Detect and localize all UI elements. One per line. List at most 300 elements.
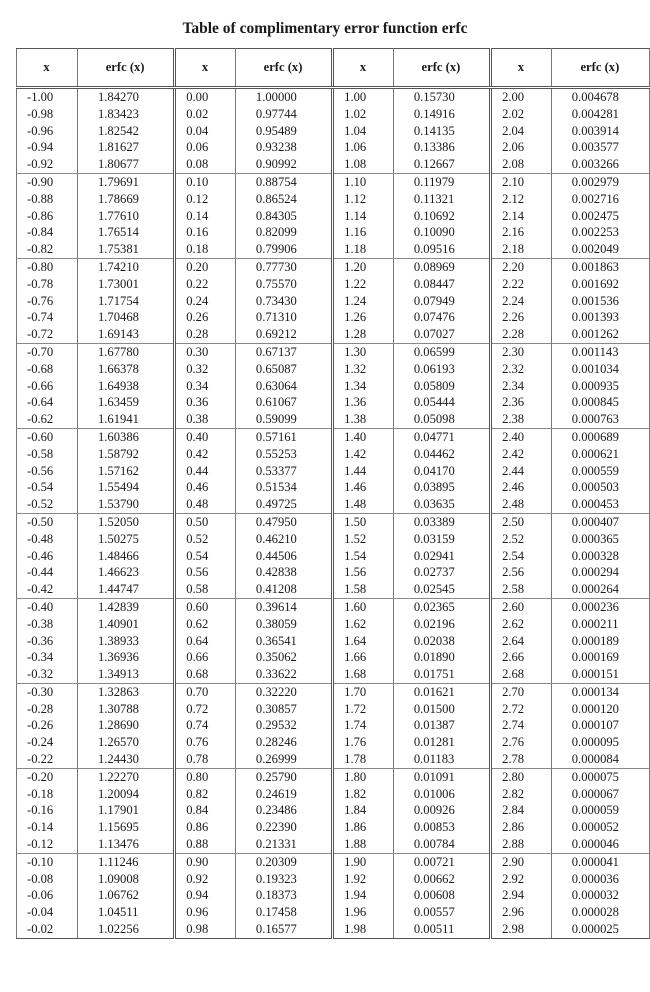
cell-erfc: 1.75381 [77, 241, 174, 258]
cell-erfc: 0.25790 [235, 768, 332, 785]
table-row [17, 717, 650, 734]
cell-erfc: 1.71754 [77, 293, 174, 310]
cell-x: -0.08 [17, 871, 78, 888]
table-row [17, 904, 650, 921]
cell-erfc: 0.07027 [393, 326, 490, 343]
cell-x: 0.24 [175, 293, 236, 310]
cell-x: -1.00 [17, 88, 78, 106]
table-row [17, 411, 650, 428]
table-row [17, 548, 650, 565]
cell-erfc: 1.30788 [77, 701, 174, 718]
table-row [17, 768, 650, 785]
cell-erfc: 0.000084 [551, 751, 649, 768]
cell-erfc: 0.36541 [235, 633, 332, 650]
cell-x: 2.00 [491, 88, 552, 106]
cell-x: 1.66 [333, 649, 394, 666]
cell-x: 0.50 [175, 513, 236, 530]
cell-erfc: 0.05809 [393, 378, 490, 395]
table-row [17, 683, 650, 700]
cell-x: 1.98 [333, 921, 394, 938]
header-erfc-1: erfc (x) [77, 49, 174, 88]
cell-erfc: 1.26570 [77, 734, 174, 751]
cell-x: -0.82 [17, 241, 78, 258]
cell-erfc: 1.28690 [77, 717, 174, 734]
cell-erfc: 1.74210 [77, 258, 174, 275]
cell-x: -0.10 [17, 853, 78, 870]
cell-erfc: 0.17458 [235, 904, 332, 921]
cell-erfc: 1.66378 [77, 361, 174, 378]
header-row [17, 49, 650, 88]
cell-x: 0.18 [175, 241, 236, 258]
cell-x: -0.16 [17, 802, 78, 819]
cell-erfc: 1.52050 [77, 513, 174, 530]
cell-erfc: 0.67137 [235, 343, 332, 360]
cell-erfc: 0.002049 [551, 241, 649, 258]
cell-erfc: 0.77730 [235, 258, 332, 275]
table-row [17, 853, 650, 870]
cell-x: -0.48 [17, 531, 78, 548]
cell-erfc: 1.60386 [77, 428, 174, 445]
cell-x: 2.94 [491, 887, 552, 904]
cell-x: 2.60 [491, 598, 552, 615]
cell-erfc: 0.15730 [393, 88, 490, 106]
table-row [17, 734, 650, 751]
cell-erfc: 0.003577 [551, 139, 649, 156]
cell-x: 1.86 [333, 819, 394, 836]
cell-x: 1.20 [333, 258, 394, 275]
cell-x: 2.56 [491, 564, 552, 581]
cell-erfc: 0.73430 [235, 293, 332, 310]
cell-erfc: 0.39614 [235, 598, 332, 615]
cell-erfc: 0.004678 [551, 88, 649, 106]
cell-x: 0.28 [175, 326, 236, 343]
cell-erfc: 0.01387 [393, 717, 490, 734]
cell-erfc: 0.002979 [551, 173, 649, 190]
cell-erfc: 0.002475 [551, 208, 649, 225]
cell-erfc: 0.30857 [235, 701, 332, 718]
cell-x: 0.36 [175, 394, 236, 411]
cell-x: 0.56 [175, 564, 236, 581]
cell-erfc: 1.04511 [77, 904, 174, 921]
cell-x: 2.76 [491, 734, 552, 751]
cell-x: 0.46 [175, 479, 236, 496]
cell-x: -0.12 [17, 836, 78, 853]
cell-x: 2.62 [491, 616, 552, 633]
cell-erfc: 0.01183 [393, 751, 490, 768]
cell-erfc: 1.55494 [77, 479, 174, 496]
table-row [17, 428, 650, 445]
table-row [17, 479, 650, 496]
cell-x: -0.38 [17, 616, 78, 633]
cell-x: 2.52 [491, 531, 552, 548]
cell-x: -0.34 [17, 649, 78, 666]
cell-x: 0.58 [175, 581, 236, 598]
cell-x: 2.02 [491, 106, 552, 123]
cell-erfc: 0.75570 [235, 276, 332, 293]
cell-erfc: 0.000503 [551, 479, 649, 496]
cell-erfc: 0.19323 [235, 871, 332, 888]
cell-x: 0.96 [175, 904, 236, 921]
table-row [17, 361, 650, 378]
cell-erfc: 0.06599 [393, 343, 490, 360]
cell-erfc: 1.81627 [77, 139, 174, 156]
table-row [17, 276, 650, 293]
cell-x: 0.54 [175, 548, 236, 565]
cell-x: 1.24 [333, 293, 394, 310]
cell-erfc: 0.97744 [235, 106, 332, 123]
cell-x: 2.30 [491, 343, 552, 360]
cell-x: 1.40 [333, 428, 394, 445]
cell-x: -0.68 [17, 361, 78, 378]
cell-erfc: 1.69143 [77, 326, 174, 343]
cell-x: -0.88 [17, 191, 78, 208]
cell-erfc: 0.28246 [235, 734, 332, 751]
cell-erfc: 0.000134 [551, 683, 649, 700]
table-title: Table of complimentary error function erfc [182, 20, 468, 37]
cell-x: 1.08 [333, 156, 394, 173]
cell-erfc: 0.02545 [393, 581, 490, 598]
cell-erfc: 1.40901 [77, 616, 174, 633]
cell-x: 1.96 [333, 904, 394, 921]
cell-x: 1.04 [333, 123, 394, 140]
cell-x: 1.76 [333, 734, 394, 751]
cell-erfc: 0.01281 [393, 734, 490, 751]
table-row [17, 871, 650, 888]
cell-x: 2.90 [491, 853, 552, 870]
cell-x: 2.80 [491, 768, 552, 785]
cell-x: 2.50 [491, 513, 552, 530]
cell-x: 0.06 [175, 139, 236, 156]
cell-erfc: 1.63459 [77, 394, 174, 411]
cell-erfc: 0.03159 [393, 531, 490, 548]
cell-x: 1.70 [333, 683, 394, 700]
cell-x: 0.04 [175, 123, 236, 140]
cell-erfc: 0.03895 [393, 479, 490, 496]
cell-x: 1.00 [333, 88, 394, 106]
cell-erfc: 0.001143 [551, 343, 649, 360]
cell-erfc: 0.002253 [551, 224, 649, 241]
cell-x: -0.32 [17, 666, 78, 683]
cell-erfc: 0.000120 [551, 701, 649, 718]
cell-erfc: 0.000107 [551, 717, 649, 734]
cell-x: -0.52 [17, 496, 78, 513]
cell-erfc: 0.63064 [235, 378, 332, 395]
cell-erfc: 0.11979 [393, 173, 490, 190]
cell-x: 1.34 [333, 378, 394, 395]
cell-x: 2.04 [491, 123, 552, 140]
cell-x: 2.32 [491, 361, 552, 378]
cell-erfc: 0.03389 [393, 513, 490, 530]
cell-erfc: 1.32863 [77, 683, 174, 700]
cell-erfc: 0.41208 [235, 581, 332, 598]
cell-erfc: 0.24619 [235, 786, 332, 803]
cell-x: 2.14 [491, 208, 552, 225]
cell-erfc: 0.01890 [393, 649, 490, 666]
cell-erfc: 0.04170 [393, 463, 490, 480]
cell-erfc: 0.01006 [393, 786, 490, 803]
cell-erfc: 0.000046 [551, 836, 649, 853]
cell-erfc: 1.57162 [77, 463, 174, 480]
cell-erfc: 0.47950 [235, 513, 332, 530]
cell-erfc: 0.88754 [235, 173, 332, 190]
cell-x: 2.16 [491, 224, 552, 241]
cell-x: 1.92 [333, 871, 394, 888]
cell-x: -0.90 [17, 173, 78, 190]
cell-x: 2.20 [491, 258, 552, 275]
cell-erfc: 1.46623 [77, 564, 174, 581]
cell-x: 1.16 [333, 224, 394, 241]
cell-x: 0.60 [175, 598, 236, 615]
cell-erfc: 1.79691 [77, 173, 174, 190]
cell-x: 0.12 [175, 191, 236, 208]
cell-erfc: 0.02941 [393, 548, 490, 565]
cell-x: -0.60 [17, 428, 78, 445]
cell-erfc: 0.000036 [551, 871, 649, 888]
cell-x: 2.72 [491, 701, 552, 718]
cell-erfc: 0.000041 [551, 853, 649, 870]
cell-erfc: 0.55253 [235, 446, 332, 463]
cell-erfc: 0.08447 [393, 276, 490, 293]
cell-erfc: 0.000407 [551, 513, 649, 530]
cell-erfc: 1.58792 [77, 446, 174, 463]
cell-erfc: 0.79906 [235, 241, 332, 258]
cell-x: 0.76 [175, 734, 236, 751]
cell-erfc: 0.10692 [393, 208, 490, 225]
cell-erfc: 0.35062 [235, 649, 332, 666]
cell-x: 2.40 [491, 428, 552, 445]
cell-x: 2.88 [491, 836, 552, 853]
header-x-1: x [17, 49, 78, 88]
table-row [17, 378, 650, 395]
cell-erfc: 0.26999 [235, 751, 332, 768]
cell-erfc: 0.000211 [551, 616, 649, 633]
cell-x: -0.70 [17, 343, 78, 360]
cell-x: 1.14 [333, 208, 394, 225]
cell-x: 0.84 [175, 802, 236, 819]
cell-erfc: 0.001393 [551, 309, 649, 326]
cell-x: -0.96 [17, 123, 78, 140]
cell-erfc: 1.77610 [77, 208, 174, 225]
cell-erfc: 1.02256 [77, 921, 174, 938]
cell-erfc: 0.001536 [551, 293, 649, 310]
cell-x: 0.22 [175, 276, 236, 293]
cell-erfc: 0.14135 [393, 123, 490, 140]
cell-erfc: 0.09516 [393, 241, 490, 258]
cell-erfc: 0.11321 [393, 191, 490, 208]
cell-x: 2.48 [491, 496, 552, 513]
table-row [17, 921, 650, 938]
cell-erfc: 0.18373 [235, 887, 332, 904]
cell-erfc: 0.08969 [393, 258, 490, 275]
cell-erfc: 0.53377 [235, 463, 332, 480]
cell-x: 2.26 [491, 309, 552, 326]
cell-erfc: 0.00926 [393, 802, 490, 819]
cell-x: -0.84 [17, 224, 78, 241]
cell-erfc: 0.003266 [551, 156, 649, 173]
cell-erfc: 1.84270 [77, 88, 174, 106]
cell-x: 2.78 [491, 751, 552, 768]
cell-x: 1.32 [333, 361, 394, 378]
cell-x: 2.96 [491, 904, 552, 921]
cell-x: 1.28 [333, 326, 394, 343]
cell-x: 1.60 [333, 598, 394, 615]
cell-erfc: 1.70468 [77, 309, 174, 326]
cell-x: 2.98 [491, 921, 552, 938]
cell-x: 2.64 [491, 633, 552, 650]
cell-x: 2.66 [491, 649, 552, 666]
cell-x: 2.82 [491, 786, 552, 803]
erfc-table [16, 48, 650, 939]
table-row [17, 701, 650, 718]
cell-x: 0.10 [175, 173, 236, 190]
cell-erfc: 0.000067 [551, 786, 649, 803]
table-row [17, 463, 650, 480]
cell-x: 1.12 [333, 191, 394, 208]
cell-erfc: 0.65087 [235, 361, 332, 378]
cell-x: 2.38 [491, 411, 552, 428]
cell-erfc: 0.000763 [551, 411, 649, 428]
cell-x: 1.64 [333, 633, 394, 650]
cell-x: 2.22 [491, 276, 552, 293]
cell-erfc: 0.04771 [393, 428, 490, 445]
cell-x: 1.56 [333, 564, 394, 581]
cell-x: 0.86 [175, 819, 236, 836]
cell-erfc: 0.000935 [551, 378, 649, 395]
cell-x: 0.30 [175, 343, 236, 360]
cell-erfc: 0.000052 [551, 819, 649, 836]
cell-x: 0.74 [175, 717, 236, 734]
cell-x: 1.46 [333, 479, 394, 496]
cell-erfc: 0.42838 [235, 564, 332, 581]
cell-x: 0.94 [175, 887, 236, 904]
cell-x: 1.84 [333, 802, 394, 819]
cell-erfc: 0.000621 [551, 446, 649, 463]
cell-erfc: 0.001262 [551, 326, 649, 343]
cell-x: -0.04 [17, 904, 78, 921]
cell-erfc: 1.20094 [77, 786, 174, 803]
cell-x: -0.44 [17, 564, 78, 581]
cell-erfc: 0.004281 [551, 106, 649, 123]
cell-erfc: 0.05098 [393, 411, 490, 428]
table-row [17, 751, 650, 768]
cell-x: -0.40 [17, 598, 78, 615]
header-x-2: x [175, 49, 236, 88]
cell-x: -0.46 [17, 548, 78, 565]
cell-x: -0.98 [17, 106, 78, 123]
cell-x: 0.82 [175, 786, 236, 803]
cell-erfc: 0.00511 [393, 921, 490, 938]
cell-x: -0.62 [17, 411, 78, 428]
cell-x: -0.54 [17, 479, 78, 496]
cell-erfc: 1.82542 [77, 123, 174, 140]
table-row [17, 173, 650, 190]
cell-x: 0.42 [175, 446, 236, 463]
cell-erfc: 1.00000 [235, 88, 332, 106]
cell-x: 1.50 [333, 513, 394, 530]
cell-x: 2.42 [491, 446, 552, 463]
cell-erfc: 0.000075 [551, 768, 649, 785]
cell-erfc: 0.04462 [393, 446, 490, 463]
cell-erfc: 0.20309 [235, 853, 332, 870]
cell-x: 1.10 [333, 173, 394, 190]
cell-x: 2.34 [491, 378, 552, 395]
cell-erfc: 0.00608 [393, 887, 490, 904]
cell-erfc: 0.00853 [393, 819, 490, 836]
cell-x: 1.26 [333, 309, 394, 326]
cell-erfc: 0.03635 [393, 496, 490, 513]
table-row [17, 531, 650, 548]
cell-x: 2.24 [491, 293, 552, 310]
cell-erfc: 0.82099 [235, 224, 332, 241]
cell-erfc: 0.000264 [551, 581, 649, 598]
cell-x: 1.42 [333, 446, 394, 463]
table-row [17, 633, 650, 650]
cell-erfc: 1.34913 [77, 666, 174, 683]
cell-erfc: 0.00784 [393, 836, 490, 853]
cell-erfc: 0.13386 [393, 139, 490, 156]
cell-x: 0.26 [175, 309, 236, 326]
table-row [17, 598, 650, 615]
cell-x: -0.56 [17, 463, 78, 480]
cell-erfc: 0.000189 [551, 633, 649, 650]
cell-erfc: 1.48466 [77, 548, 174, 565]
cell-x: -0.02 [17, 921, 78, 938]
cell-erfc: 0.003914 [551, 123, 649, 140]
cell-erfc: 0.61067 [235, 394, 332, 411]
table-row [17, 786, 650, 803]
cell-erfc: 0.71310 [235, 309, 332, 326]
cell-x: 0.98 [175, 921, 236, 938]
cell-erfc: 0.38059 [235, 616, 332, 633]
cell-erfc: 0.000032 [551, 887, 649, 904]
cell-erfc: 0.000559 [551, 463, 649, 480]
cell-erfc: 0.22390 [235, 819, 332, 836]
cell-x: 1.78 [333, 751, 394, 768]
cell-x: 1.44 [333, 463, 394, 480]
cell-erfc: 0.000365 [551, 531, 649, 548]
table-row [17, 139, 650, 156]
cell-x: 0.40 [175, 428, 236, 445]
cell-erfc: 0.002716 [551, 191, 649, 208]
cell-erfc: 0.000845 [551, 394, 649, 411]
cell-x: 0.16 [175, 224, 236, 241]
header-erfc-4: erfc (x) [551, 49, 649, 88]
cell-x: -0.72 [17, 326, 78, 343]
table-row [17, 649, 650, 666]
cell-x: 2.44 [491, 463, 552, 480]
table-row [17, 224, 650, 241]
cell-erfc: 0.23486 [235, 802, 332, 819]
cell-erfc: 0.000236 [551, 598, 649, 615]
cell-x: 0.72 [175, 701, 236, 718]
cell-erfc: 0.05444 [393, 394, 490, 411]
table-row [17, 513, 650, 530]
table-row [17, 88, 650, 106]
cell-erfc: 0.01621 [393, 683, 490, 700]
cell-x: 0.64 [175, 633, 236, 650]
table-row [17, 326, 650, 343]
cell-x: 1.94 [333, 887, 394, 904]
cell-erfc: 0.86524 [235, 191, 332, 208]
cell-x: 2.46 [491, 479, 552, 496]
table-row [17, 258, 650, 275]
cell-x: 2.92 [491, 871, 552, 888]
cell-erfc: 0.90992 [235, 156, 332, 173]
table-body [17, 88, 650, 939]
cell-x: 2.84 [491, 802, 552, 819]
table-row [17, 309, 650, 326]
cell-erfc: 1.24430 [77, 751, 174, 768]
